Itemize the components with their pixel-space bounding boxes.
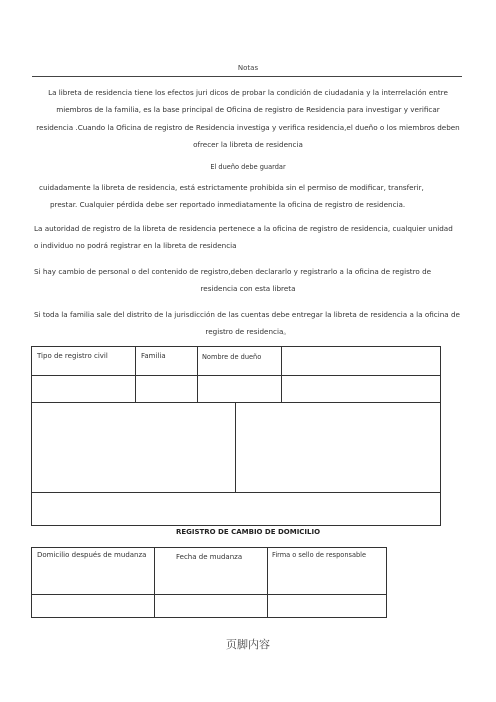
table1-col-divider-2 (197, 347, 198, 402)
table1-row-divider-2 (32, 402, 440, 403)
table1-row-divider-3 (32, 492, 440, 493)
notes-p4-line1: La autoridad de registro de la libreta de residencia pertenece a la oficina de registro de residencia, cualquier unidad (34, 224, 453, 233)
table2-row-divider (32, 594, 386, 595)
table1-col-divider-3 (281, 347, 282, 402)
table2-header-fecha: Fecha de mudanza (176, 553, 243, 561)
page-footer: 页脚内容 (226, 638, 270, 651)
table1-row-divider-1 (32, 375, 440, 376)
household-registry-table (31, 346, 441, 526)
table2-col-divider-2 (267, 548, 268, 617)
notes-p3-line2: prestar. Cualquier pérdida debe ser reportado inmediatamente la oficina de registro de residencia. (50, 200, 406, 209)
notes-p1-line4: ofrecer la libreta de residencia (193, 140, 303, 149)
table1-header-tipo-registro: Tipo de registro civil (37, 352, 108, 360)
table2-header-firma: Firma o sello de responsable (272, 551, 367, 559)
notes-p1-line3: residencia .Cuando la Oficina de registro de Residencia investiga y verifica residencia,el dueño o los miembros deben (36, 123, 460, 132)
page-header-title: Notas (237, 64, 259, 72)
table1-header-nombre-dueno: Nombre de dueño (202, 353, 262, 361)
notes-p6-line1: Si toda la familia sale del distrito de la jurisdicción de las cuentas debe entregar la libreta de residencia a la oficina de (34, 310, 460, 319)
table2-header-domicilio: Domicilio después de mudanza (37, 551, 147, 559)
notes-p1-line2: miembros de la familia, es la base principal de Oficina de registro de Residencia para investigar y verificar (56, 105, 440, 114)
table2-col-divider-1 (154, 548, 155, 617)
table1-col-divider-4 (235, 402, 236, 492)
table1-col-divider-1 (135, 347, 136, 402)
section-title: REGISTRO DE CAMBIO DE DOMICILIO (175, 528, 321, 536)
address-change-table (31, 547, 387, 618)
notes-p5-line2: residencia con esta libreta (200, 284, 296, 293)
table1-header-familia: Familia (141, 352, 166, 360)
header-rule (32, 76, 462, 77)
notes-p5-line1: Si hay cambio de personal o del contenido de registro,deben declararlo y registrarlo a la oficina de registro de (34, 267, 432, 276)
notes-p2-line1: El dueño debe guardar (210, 163, 286, 171)
notes-p1-line1: La libreta de residencia tiene los efectos juri dicos de probar la condición de ciudadania y la interrelación entre (48, 88, 448, 97)
notes-p4-line2: o individuo no podrá registrar en la libreta de residencia (34, 241, 237, 250)
notes-p3-line1: cuidadamente la libreta de residencia, está estrictamente prohibida sin el permiso de modificar, transferir, (39, 183, 424, 192)
notes-p6-line2: registro de residencia。 (205, 327, 291, 336)
